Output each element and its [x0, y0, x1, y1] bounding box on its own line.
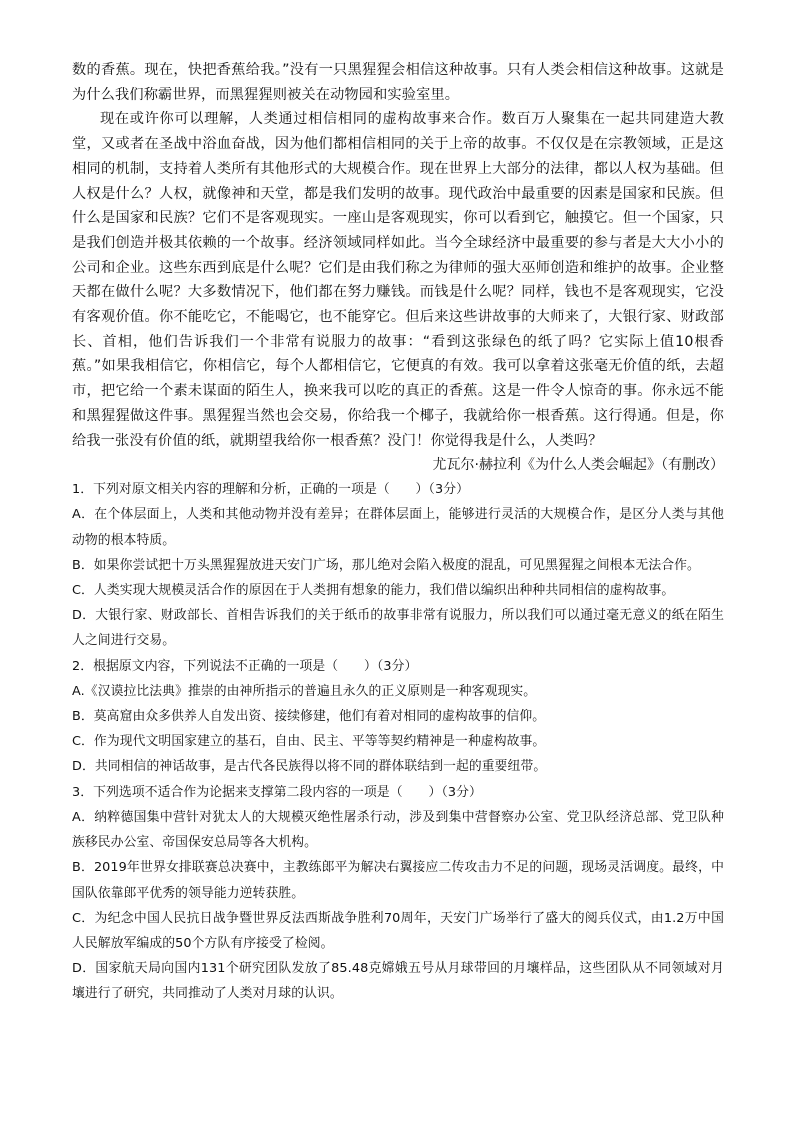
question-option: C．作为现代文明国家建立的基石，自由、民主、平等等契约精神是一种虚构故事。 — [72, 734, 546, 750]
question-option: C．人类实现大规模灵活合作的原因在于人类拥有想象的能力，我们借以编织出种种共同相信的虚构故事。 — [72, 583, 675, 599]
question-stem: 1．下列对原文相关内容的理解和分析，正确的一项是（ ）（3分） — [72, 482, 469, 498]
question-3 — [72, 780, 724, 1007]
passage-paragraph-2: 现在或许你可以理解，人类通过相信相同的虚构故事来合作。数百万人聚集在一起共同建造大教堂，又或者在圣战中浴血奋战，因为他们都相信相同的关于上帝的故事。不仅仅是在宗教领域，正是这相同的机制，支持着人类所有其他形式的大规模合作。现在世界上大部分的法律，都以人权为基础。但人权是什么？人权，就像神和天堂，都是我们发明的故事。现代政治中最重要的因素是国家和民族。但什么是国家和民族？它们不是客观现实。一座山是客观现实，你可以看到它，触摸它。但一个国家，只是我们创造并极其依赖的一个故事。经济领域同样如此。当今全球经济中最重要的参与者是大大小小的公司和企业。这些东西到底是什么呢？它们是由我们称之为律师的强大巫师创造和维护的故事。企业整天都在做什么呢？大多数情况下，他们都在努力赚钱。而钱是什么呢？同样，钱也不是客观现实，它没有客观价值。你不能吃它，不能喝它，也不能穿它。但后来这些讲故事的大师来了，大银行家、财政部长、首相，他们告诉我们一个非常有说服力的故事：“看到这张绿色的纸了吗？它实际上值10根香蕉。”如果我相信它，你相信它，每个人都相信它，它便真的有效。我可以拿着这张毫无价值的纸，去超市，把它给一个素未谋面的陌生人，换来我可以吃的真正的香蕉。这是一件令人惊奇的事。你永远不能和黑猩猩做这件事。黑猩猩当然也会交易，你给我一个椰子，我就给你一根香蕉。这行得通。但是，你给我一张没有价值的纸，就期望我给你一根香蕉？没门！你觉得我是什么，人类吗？ — [72, 111, 724, 449]
question-option: B．2019年世界女排联赛总决赛中，主教练郎平为解决右翼接应二传攻击力不足的问题，现场灵活调度。最终，中国队依靠郎平优秀的领导能力逆转获胜。 — [72, 860, 724, 901]
question-option: A.《汉谟拉比法典》推崇的由神所指示的普遍且永久的正义原则是一种客观现实。 — [72, 683, 537, 699]
question-option: D．共同相信的神话故事，是古代各民族得以将不同的群体联结到一起的重要纽带。 — [72, 759, 547, 775]
question-1 — [72, 477, 724, 653]
question-option: D．国家航天局向国内131个研究团队发放了85.48克嫦娥五号从月球带回的月壤样品，这些团队从不同领域对月壤进行了研究，共同推动了人类对月球的认识。 — [72, 961, 724, 1002]
question-option: A．在个体层面上，人类和其他动物并没有差异；在群体层面上，能够进行灵活的大规模合作，是区分人类与其他动物的根本特质。 — [72, 507, 724, 548]
question-option: C．为纪念中国人民抗日战争暨世界反法西斯战争胜利70周年，天安门广场举行了盛大的阅兵仪式，由1.2万中国人民解放军编成的50个方队有序接受了检阅。 — [72, 910, 724, 951]
question-option: B．莫高窟由众多供养人自发出资、接续修建，他们有着对相同的虚构故事的信仰。 — [72, 709, 546, 725]
passage-source: 尤瓦尔·赫拉利《为什么人类会崛起》（有删改） — [432, 457, 724, 474]
question-stem: 3．下列选项不适合作为论据来支撑第二段内容的一项是（ ）（3分） — [72, 784, 482, 800]
question-option: A．纳粹德国集中营针对犹太人的大规模灭绝性屠杀行动，涉及到集中营督察办公室、党卫队经济总部、党卫队种族移民办公室、帝国保安总局等各大机构。 — [72, 809, 724, 851]
passage-paragraph-1-tail: 数的香蕉。现在，快把香蕉给我。”没有一只黑猩猩会相信这种故事。只有人类会相信这种故事。这就是为什么我们称霸世界，而黑猩猩则被关在动物园和实验室里。 — [72, 62, 724, 103]
question-option: B．如果你尝试把十万头黑猩猩放进天安门广场，那儿绝对会陷入极度的混乱，可见黑猩猩之间根本无法合作。 — [72, 557, 700, 573]
question-stem: 2．根据原文内容，下列说法不正确的一项是（ ）（3分） — [72, 658, 418, 674]
document-page — [72, 58, 724, 1007]
question-2 — [72, 654, 724, 780]
question-option: D．大银行家、财政部长、首相告诉我们的关于纸币的故事非常有说服力，所以我们可以通过毫无意义的纸在陌生人之间进行交易。 — [72, 608, 724, 649]
